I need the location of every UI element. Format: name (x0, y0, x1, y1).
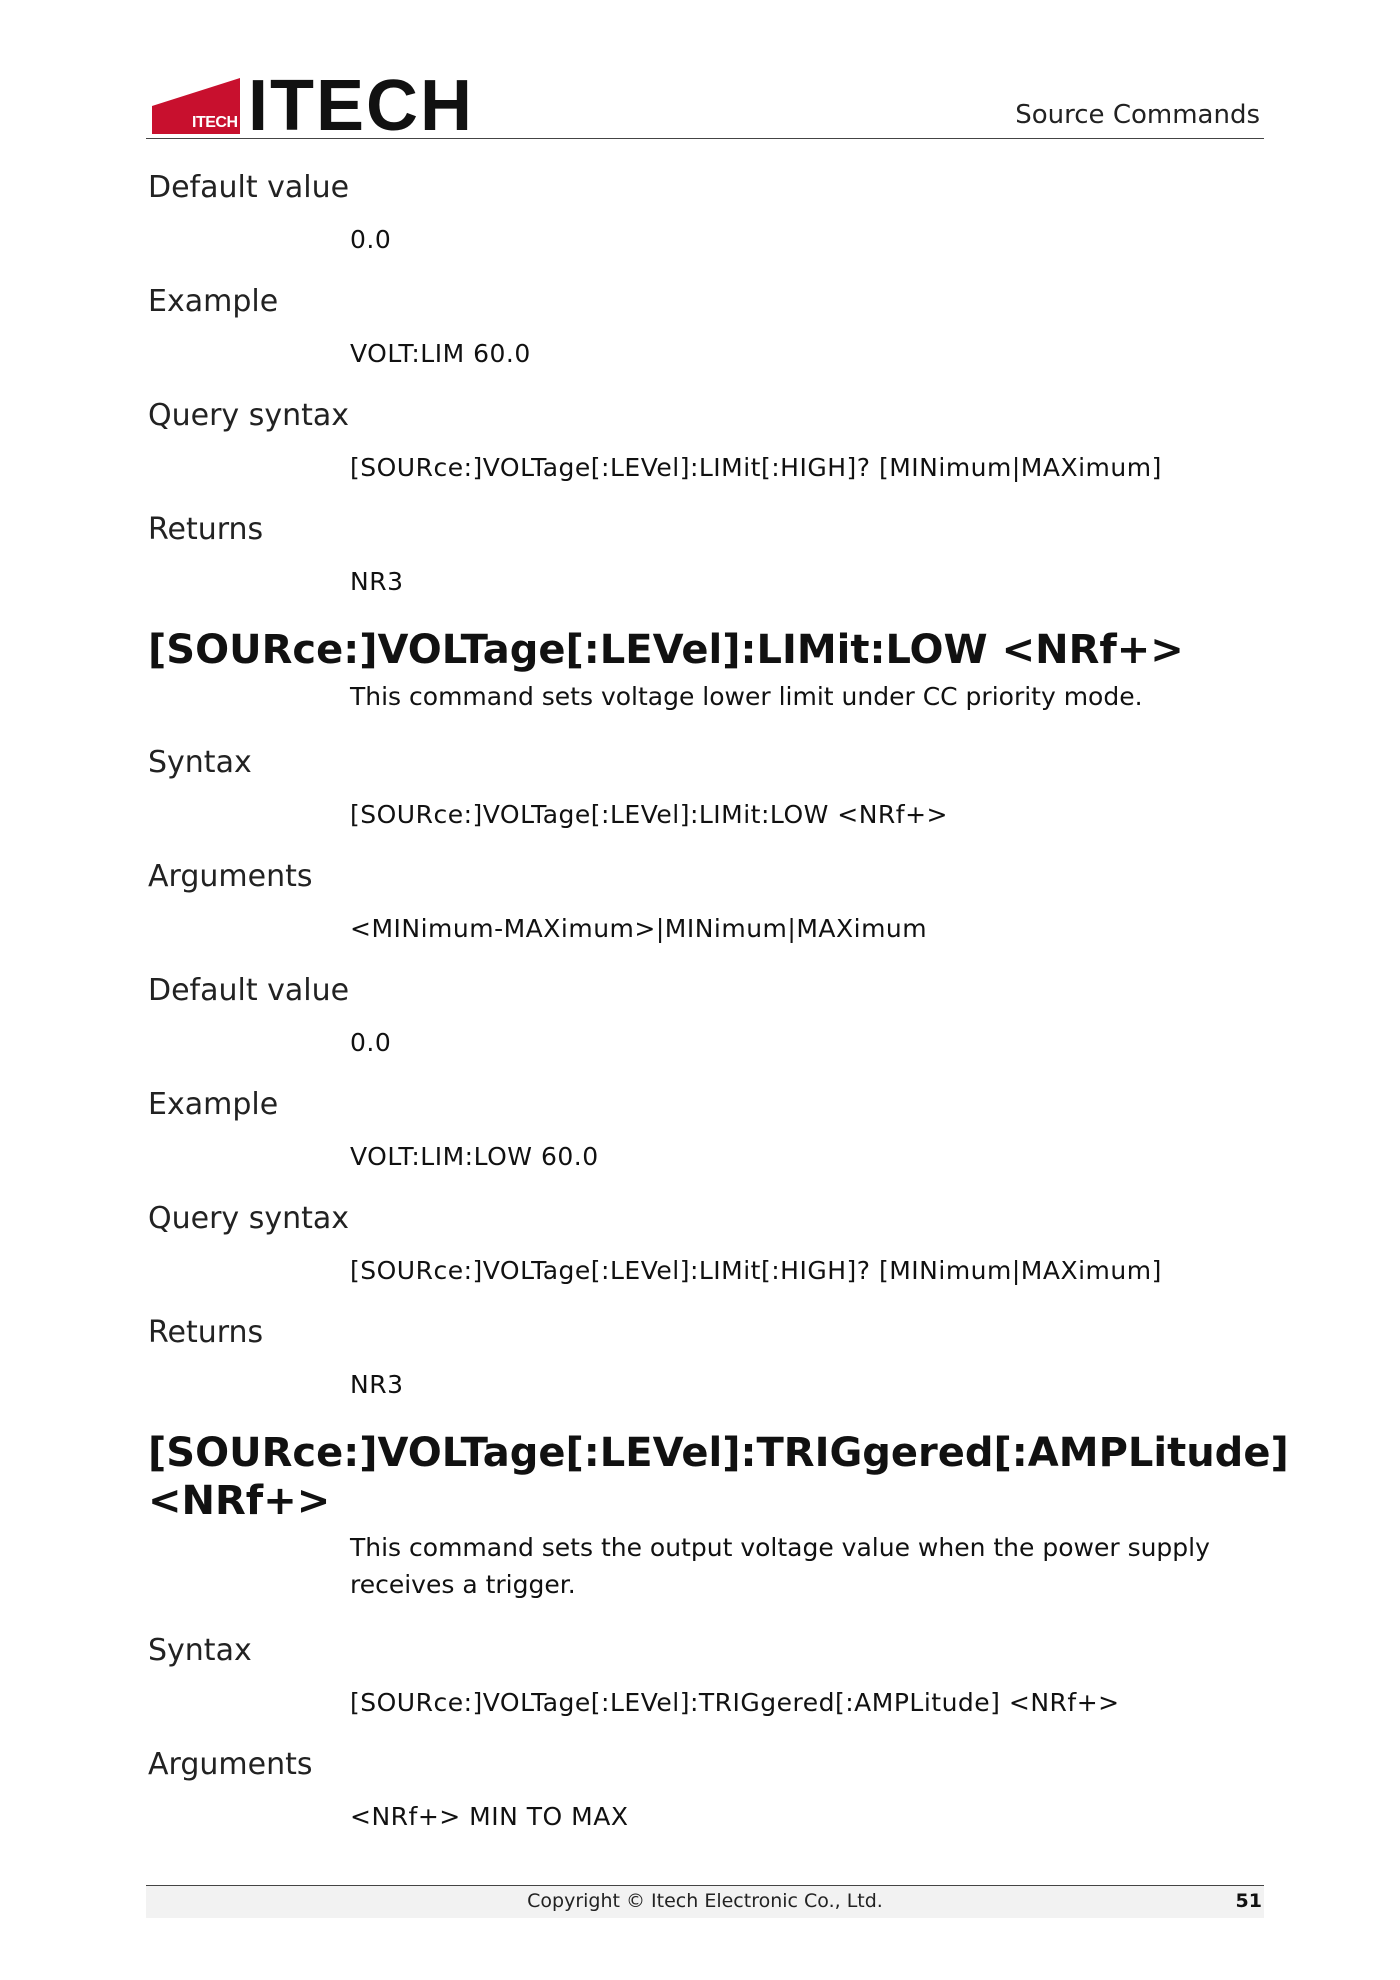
block-syntax (148, 1633, 1264, 1717)
label: Example (148, 1087, 279, 1122)
page-header (146, 66, 1264, 146)
block-syntax (148, 745, 1264, 829)
block-query-syntax (148, 398, 1264, 482)
value: VOLT:LIM 60.0 (350, 339, 531, 368)
block-example (148, 284, 1264, 368)
label: Query syntax (148, 398, 350, 433)
value: 0.0 (350, 1028, 392, 1057)
label: Arguments (148, 859, 313, 894)
label: Default value (148, 170, 350, 205)
block-arguments (148, 859, 1264, 943)
label: Query syntax (148, 1201, 350, 1236)
command-title-limit-low: [SOURce:]VOLTage[:LEVel]:LIMit:LOW <NRf+> (148, 627, 1184, 673)
header-section-title: Source Commands (1015, 100, 1260, 130)
itech-logo (152, 66, 474, 146)
value: <MINimum-MAXimum>|MINimum|MAXimum (350, 914, 928, 943)
page-content (148, 160, 1289, 1861)
page-number: 51 (1235, 1890, 1262, 1912)
label: Arguments (148, 1747, 313, 1782)
value: [SOURce:]VOLTage[:LEVel]:LIMit:LOW <NRf+> (350, 800, 949, 829)
label: Returns (148, 1315, 264, 1350)
value: NR3 (350, 567, 404, 596)
label: Returns (148, 512, 264, 547)
block-example (148, 1087, 1264, 1171)
block-default-value (148, 170, 1264, 254)
command-description: This command sets the output voltage value when the power supply receives a trigger. (350, 1533, 1210, 1599)
page-footer (146, 1885, 1264, 1918)
label: Example (148, 284, 279, 319)
label: Syntax (148, 745, 252, 780)
block-default-value (148, 973, 1264, 1057)
value: 0.0 (350, 225, 392, 254)
value: NR3 (350, 1370, 404, 1399)
logo-wordmark: ITECH (248, 66, 474, 146)
value: VOLT:LIM:LOW 60.0 (350, 1142, 599, 1171)
value: [SOURce:]VOLTage[:LEVel]:LIMit[:HIGH]? [MINimum|MAXimum] (350, 453, 1162, 482)
block-returns (148, 1315, 1264, 1399)
command-title-triggered: [SOURce:]VOLTage[:LEVel]:TRIGgered[:AMPLitude] <NRf+> (148, 1430, 1289, 1524)
label: Syntax (148, 1633, 252, 1668)
logo-flag-icon: ITECH (152, 78, 240, 134)
copyright-text: Copyright © Itech Electronic Co., Ltd. (527, 1890, 883, 1912)
block-query-syntax (148, 1201, 1264, 1285)
label: Default value (148, 973, 350, 1008)
value: [SOURce:]VOLTage[:LEVel]:LIMit[:HIGH]? [MINimum|MAXimum] (350, 1256, 1162, 1285)
value: <NRf+> MIN TO MAX (350, 1802, 629, 1831)
block-arguments (148, 1747, 1264, 1831)
block-returns (148, 512, 1264, 596)
value: [SOURce:]VOLTage[:LEVel]:TRIGgered[:AMPLitude] <NRf+> (350, 1688, 1120, 1717)
command-description: This command sets voltage lower limit under CC priority mode. (350, 682, 1143, 711)
